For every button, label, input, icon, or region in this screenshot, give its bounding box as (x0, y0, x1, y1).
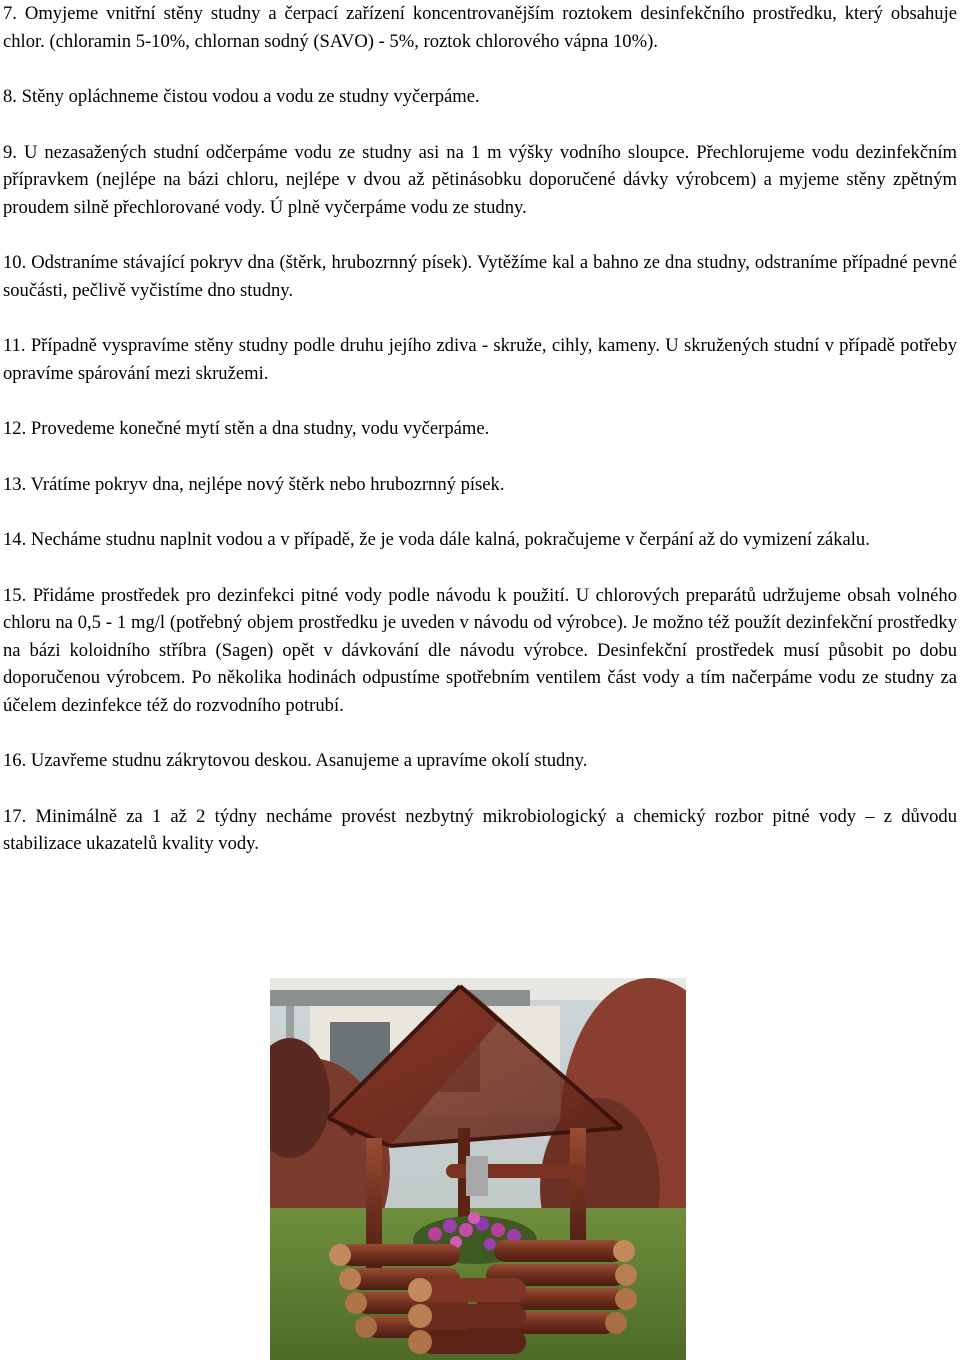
step-number: 11. (3, 335, 26, 356)
step-14 (3, 526, 957, 554)
step-11 (3, 332, 957, 387)
step-number: 12. (3, 418, 27, 439)
step-number: 15. (3, 584, 27, 606)
step-number: 17. (3, 805, 27, 827)
step-text: Minimálně za 1 až 2 týdny necháme provést nezbytný mikrobiologický a chemický rozbor pitné vody – z důvodu stabilizace ukazatelů kvality vody. (3, 805, 957, 854)
step-10 (3, 249, 957, 304)
step-text: Vrátíme pokryv dna, nejlépe nový štěrk nebo hrubozrnný písek. (30, 473, 505, 495)
step-text: U nezasažených studní odčerpáme vodu ze studny asi na 1 m výšky vodního sloupce. Přechlorujeme vodu dezinfekčním přípravkem (nejlépe na bázi chloru, nejlépe v dvou až pětinásobku doporučené dávky výrobcem) a myjeme stěny zpětným proudem silně přechlorované vody. Ú plně vyčerpáme vodu ze studny. (3, 141, 957, 218)
step-13 (3, 471, 957, 499)
step-number: 9. (3, 141, 17, 163)
well-photo (270, 978, 686, 1360)
step-7 (3, 0, 957, 55)
step-16 (3, 747, 957, 775)
step-number: 8. (3, 86, 17, 107)
step-12 (3, 415, 957, 443)
step-text: Případně vyspravíme stěny studny podle druhu jejího zdiva - skruže, cihly, kameny. U skružených studní v případě potřeby opravíme spárování mezi skružemi. (3, 335, 957, 384)
step-text: Omyjeme vnitřní stěny studny a čerpací zařízení koncentrovanějším roztokem desinfekčního prostředku, který obsahuje chlor. (chloramin 5-10%, chlornan sodný (SAVO) - 5%, roztok chlorového vápna 10%). (3, 3, 957, 52)
step-17 (3, 803, 957, 858)
step-number: 16. (3, 750, 27, 771)
step-text: Stěny opláchneme čistou vodou a vodu ze studny vyčerpáme. (21, 86, 480, 107)
step-text: Přidáme prostředek pro dezinfekci pitné vody podle návodu k použití. U chlorových preparátů udržujeme obsah volného chloru na 0,5 - 1 mg/l (potřebný objem prostředku je uveden v návodu od výrobce). Je možno též použít dezinfekční prostředky na bázi koloidního stříbra (Sagen) opět v dávkování dle návodu výrobce. Desinfekční prostředek musí působit po dobu doporučenou výrobcem. Po několika hodinách odpustíme spotřebním ventilem část vody a tím načerpáme vodu ze studny za účelem dezinfekce též do rozvodního potrubí. (3, 584, 958, 716)
wooden-well-with-flowers-icon (270, 978, 686, 1360)
step-text: Necháme studnu naplnit vodou a v případě, že je voda dále kalná, pokračujeme v čerpání až do vymizení zákalu. (30, 529, 870, 550)
step-15 (3, 582, 957, 720)
step-text: Provedeme konečné mytí stěn a dna studny, vodu vyčerpáme. (30, 418, 490, 439)
step-number: 14. (3, 529, 27, 550)
step-number: 7. (3, 3, 17, 24)
step-text: Uzavřeme studnu zákrytovou deskou. Asanujeme a upravíme okolí studny. (30, 750, 588, 771)
step-9 (3, 139, 957, 222)
step-number: 13. (3, 473, 27, 495)
step-number: 10. (3, 252, 27, 273)
step-8 (3, 83, 957, 111)
step-text: Odstraníme stávající pokryv dna (štěrk, hrubozrnný písek). Vytěžíme kal a bahno ze dna studny, odstraníme případné pevné součásti, pečlivě vyčistíme dno studny. (3, 252, 957, 301)
step-list (3, 0, 957, 858)
